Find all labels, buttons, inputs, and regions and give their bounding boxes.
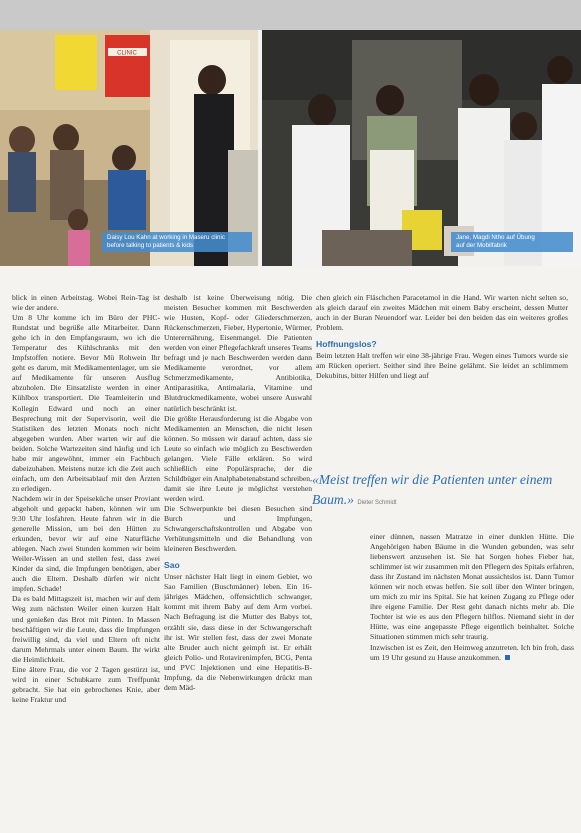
photo-clinic-waiting-image bbox=[0, 30, 258, 266]
col2-paragraph: Die größte Herausforderung ist die Abgabe von Medikamenten an Menschen, die nicht lesen können. So müssen wir darauf achten, dass sie Leute so einfach wie möglich zu Beschwerden gelangen. Viele Fälle erklären. So wird schließlich eine Populärsprache, der die Schildbüger ein Analphabetenabstand schreiben, damit sie ihre Leute je möglichst verstehen werden wird. bbox=[164, 413, 312, 503]
col3-paragraph: chen gleich ein Fläschchen Paracetamol in die Hand. Wir warten nicht selten so, als gleich darauf ein zweites Mädchen mit einem Baby erscheint, dessen Mutter auch in der Buran Neuendorf war. Leider bei den beiden das ein weiteres großes Problem. bbox=[316, 293, 568, 333]
pull-quote-credit: Dieter Schmidt bbox=[357, 500, 397, 506]
col3-subheading: Hoffnungslos? bbox=[316, 339, 377, 350]
clinic-sign-text: CLINIC bbox=[117, 50, 137, 57]
text-column-2 bbox=[164, 293, 312, 829]
col3-final-text: Inzwischen ist es Zeit, den Heimweg anzutreten. Ich bin froh, dass um 19 Uhr gesund zu Hause anzukommen. bbox=[370, 642, 574, 662]
text-column-1 bbox=[12, 293, 160, 829]
photo-training bbox=[262, 30, 581, 266]
col2-subheading: Sao bbox=[164, 560, 180, 571]
col1-paragraph: Nachdem wir in der Speiseküche unser Proviant abgeholt und gepackt haben, können wir um 9:30 Uhr losfahren. Heute fahren wir in die generelle Mission, um bei den Hütten zu erkunden, bevor wir auf eine Naturfläche ablegen. Nach zwei Stunden kommen wir beim Weiler-Wissen an und stellen fest, dass zwei Kinder da sind, die Impfungen benötigen, aber auch die Eltern. Deshalb dürfen wir nicht impfen. Schade! bbox=[12, 493, 160, 594]
photo-training-image bbox=[262, 30, 581, 266]
article-end-mark bbox=[505, 655, 510, 660]
photo-left-caption: Daisy Lou Kahn at working in Maseru clinic before talking to patients & kids bbox=[102, 232, 252, 252]
col2-paragraph: Unser nächster Halt liegt in einem Gebiet, wo Sao Familien (Buschmänner) leben. Ein 16-jähriges Mädchen, offensichtlich schwanger, kommt mit ihrem Baby auf dem Arm vorbei. Nach Befragung ist die Mutter des Babys tot, erzählt sie, dass diese in der Schwangerschaft ihr ist. Wir stellen fest, dass der zwei Monate alte Bruder auch nicht geimpft ist. Er erhält gleich Polio- und Rotavirenimpfen, BCG, Penta und PVC Injektionen und eine Hepatitis-B-Impfung, da die Nebenwirkungen drückt man dem Mäd- bbox=[164, 572, 312, 692]
col3-paragraph: Beim letzten Halt treffen wir eine 38-jährige Frau. Wegen eines Tumors wurde sie am Rücken operiert. Seither sind ihre Beine gelähmt. Sie leidet an schlimmem Dekubitus, bitter Hilfen und liegt auf bbox=[316, 351, 568, 381]
col2-paragraph: deshalb ist keine Überweisung nötig. Die meisten Besucher kommen mit Beschwerden wie Husten, Kopf- oder Gliederschmerzen, Rückenschmerzen, Fieber, Hypertonie, Würmer, Unterernährung, Eisenmangel. Die Patienten werden von einer Pflegefachkraft unseres Teams befragt und je nach Beschwerden werden dann Medikamente verordnet, vor allem Schmerzmedikamente, Antibiotika, Antiparasitika, Antimalaria, Vitamine und Blutdruckmedikamente, wobei unsere Auswahl natürlich beschränkt ist. bbox=[164, 293, 312, 413]
top-margin-bar bbox=[0, 0, 581, 30]
col1-paragraph: blick in einen Arbeitstag. Wobei Rein-Tag ist wie der andere. bbox=[12, 293, 160, 313]
col1-paragraph: Da es bald Mittagszeit ist, machen wir auf dem Weg zum nächsten Weiler einen kurzen Halt und genießen das Brot mit Pinten. In Massen beschäftigen wir die Leute, dass die Impfungen freiwillig sind, da viel und Eltern oft nicht darum Mehrmals unter einem Baum. Ihr wirkt die Heimlichkeit. bbox=[12, 594, 160, 664]
text-column-3-upper bbox=[316, 293, 574, 461]
text-column-3-lower bbox=[370, 532, 574, 828]
col3-paragraph: einer dünnen, nassen Matratze in einer dunklen Hütte. Die Angehörigen haben Bäume in die Wunden gebunden, was sehr liebenswert anzusehen ist. Sie hat Sorgen hohes Fieber hat, schlimmer ist wir zusammen mit den Pflegern des Spitals erfahren, dass ihr Zustand im nächsten Monat aussichtslos ist. Dann Tumor können wir noch etwas helfen. Sie soll über den Winter bringen, um mich zu mir ins Spital. Sie hat keinen Zugang zu Pflege oder ihre eigene Familie. Der Rest geht danach nichts mehr ab. Die Tochter ist wie es aus den Pflegern hilflos. Niemand sieht in der Hütte, was eine angepasste Pflege eigentlich beinhaltet. Solche Situationen stimmen mich sehr traurig. bbox=[370, 532, 574, 642]
col3-paragraph bbox=[370, 643, 574, 663]
col1-paragraph: Um 8 Uhr komme ich im Büro der PHC-Rundstat und begrüße alle Mitarbeiter. Dann gehe ich in den Empfangsraum, wo ich die Temperatur des Kühlschranks mit den Impfstoffen notiere. Bevor Mü Rohwein Ihr geht es darum, mit Medikamentenlager, um sie auf Medikamente für unseren Ausflug abzuholen. Die Einsatzliste werden in einer Kühlbox transportiert. Die Teamleiterin und Kollegin Edward und noch an einer Besprechung mit der Supervisorin, weil die Statistiken des letzten Monats noch nicht abgegeben wurden. Aber warten wir auf die beiden. Solche Wartezeiten sind häufig und ich habe mir angewöhnt, immer ein Fachbuch dabeizuhaben. Meistens nutze ich die Zeit auch einfach, um den Arbeitsablauf mit den Ärzten zu erledigen. bbox=[12, 313, 160, 493]
col1-paragraph: Eine ältere Frau, die vor 2 Tagen gestürzt ist, wird in einer Schubkarre zum Treffpunkt gebracht. Sie hat ein gebrochenes Knie, aber keine Fraktur und bbox=[12, 664, 160, 704]
photo-right-caption: Jane, Magdi Ntho auf Übung auf der Mobilfabrik bbox=[451, 232, 573, 252]
pull-quote bbox=[312, 470, 574, 513]
photo-clinic-waiting bbox=[0, 30, 258, 266]
pull-quote-text: «Meist treffen wir die Patienten unter einem Baum.» bbox=[312, 472, 553, 507]
col2-paragraph: Die Schwerpunkte bei diesen Besuchen sind Burch und Impfungen, Schwangerschaftskontrollen und Abgabe von Verhütungsmitteln und die Behandlung von kleineren Beschwerden. bbox=[164, 503, 312, 554]
